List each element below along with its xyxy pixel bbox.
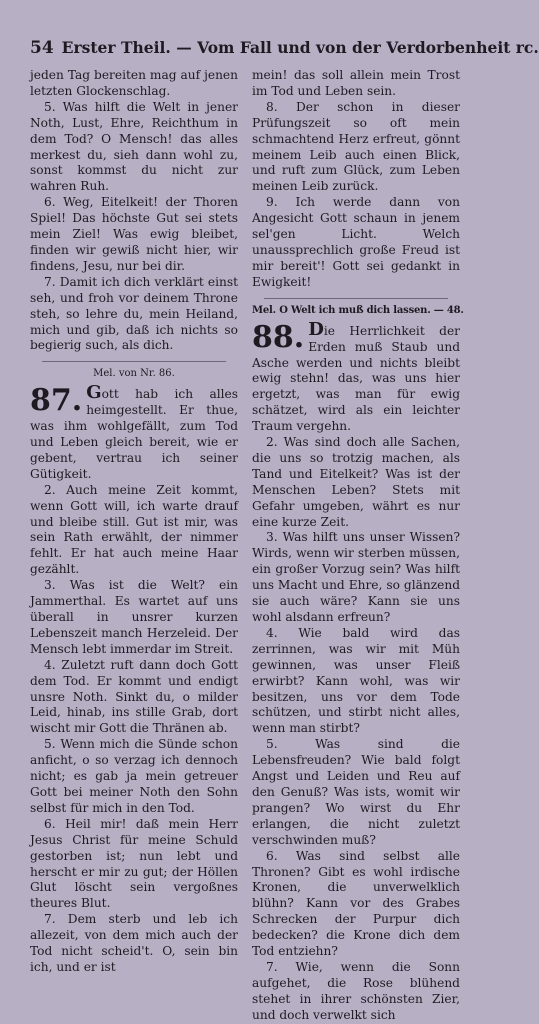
- hymn-88-initial: D: [308, 318, 324, 340]
- continued-verse: jeden Tag bereiten mag auf jenen letzten Glockenschlag.: [30, 68, 238, 98]
- melody-note-87: Mel. von Nr. 86.: [93, 368, 175, 380]
- hymn-87-verse-6: 6. Heil mir! daß mein Herr Jesus Christ für meine Schuld gestorben ist; nun lebt und herscht er mir zu gut; der Höllen Glut löscht sein vergoßnes theures Blut.: [30, 816, 238, 911]
- hymn-88-verse-7: 7. Wie, wenn die Sonn aufgehet, die Rose blühend stehet in ihrer schönsten Zier, und doch verwelkt sich: [252, 959, 460, 1022]
- verse-6: 6. Weg, Eitelkeit! der Thoren Spiel! Das höchste Gut sei stets mein Ziel! Was ewig bleibet, finden wir gewiß nicht hier, wir findens, Jesu, nur bei dir.: [30, 195, 238, 273]
- hymn-divider: [264, 298, 448, 299]
- hymn-87-verse-1: [30, 382, 238, 482]
- hymn-88-verse-1: [252, 318, 460, 435]
- hymn-87-verse-1-text: ott hab ich alles heimgestellt. Er thue, was ihm wohlgefällt, zum Tod und Leben gleich bereit, wie er gebent, vertrau ich seiner Gütigkeit.: [30, 387, 238, 481]
- verse-9: 9. Ich werde dann von Angesicht Gott schaun in jenem sel'gen Licht. Welch unaussprechlich große Freud ist mir bereit'! Gott sei gedankt in Ewigkeit!: [252, 195, 460, 289]
- right-column: [252, 68, 464, 1024]
- hymn-88-verse-5: 5. Was sind die Lebensfreuden? Wie bald folgt Angst und Leiden und Reu auf den Genuß? Was ists, womit wir prangen? Wo wirst du Ehr erlangen, die nicht zuletzt verschwinden muß?: [252, 737, 460, 847]
- hymn-88-verse-3: 3. Was hilft uns unser Wissen? Wirds, wenn wir sterben müssen, ein großer Vorzug sein? Was hilft uns Macht und Ehre, so glänzend sie auch wäre? Kann sie uns wohl alsdann erfreun?: [252, 530, 460, 624]
- hymn-87-initial: G: [86, 382, 102, 404]
- page-number: 54: [30, 38, 54, 58]
- hymn-88-verse-4: 4. Wie bald wird das zerrinnen, was wir mit Müh gewinnen, was unser Fleiß erwirbt? Kann wohl, was wir besitzen, uns vor dem Tode schützen, und stirbt nicht alles, wenn man stirbt?: [252, 625, 460, 736]
- hymn-number-87: 87.: [30, 383, 83, 419]
- hymn-87-verse-5: 5. Wenn mich die Sünde schon anficht, o so verzag ich dennoch nicht; es gab ja mein getreuer Gott bei meiner Noth den Sohn selbst für mich in den Tod.: [30, 737, 238, 815]
- hymn-divider: [42, 361, 226, 362]
- hymn-88-verse-2: 2. Was sind doch alle Sachen, die uns so trotzig machen, als Tand und Eitelkeit? Was ist der Menschen Leben? Stets mit Gefahr umgeben, währt es nur eine kurze Zeit.: [252, 435, 460, 529]
- hymn-87-verse-3: 3. Was ist die Welt? ein Jammerthal. Es wartet auf uns überall in unsrer kurzen Lebenszeit manch Herzeleid. Der Mensch lebt immerdar im Streit.: [30, 578, 238, 656]
- hymn-88-verse-1-text: ie Herrlichkeit der Erden muß Staub und Asche werden und nichts bleibt ewig stehn! das, was uns hier ergetzt, was man für ewig schätzet, wird als ein leichter Traum vergehn.: [252, 323, 460, 434]
- continued-verse: mein! das soll allein mein Trost im Tod und Leben sein.: [252, 68, 460, 98]
- left-column: [30, 68, 238, 976]
- verse-5: 5. Was hilft die Welt in jener Noth, Lust, Ehre, Reichthum in dem Tod? O Mensch! das alles merkest du, sieh dann wohl zu, sonst kommst du nicht zur wahren Ruh.: [30, 99, 238, 194]
- page-header: [30, 38, 539, 60]
- melody-note-88: Mel. O Welt ich muß dich lassen. — 48.: [252, 304, 464, 316]
- hymn-87-verse-4: 4. Zuletzt ruft dann doch Gott dem Tod. Er kommt und endigt unsre Noth. Sinkt du, o milder Leid, hinab, ins stille Grab, dort wischt mir Gott die Thränen ab.: [30, 657, 238, 736]
- hymn-87-verse-2: 2. Auch meine Zeit kommt, wenn Gott will, ich warte drauf und bleibe still. Gut ist mir, was sein Rath erwählt, der nimmer fehlt. Er hat auch meine Haar gezählt.: [30, 482, 238, 577]
- verse-7: 7. Damit ich dich verklärt einst seh, und froh vor deinem Throne steh, so lehre du, mein Heiland, mich und gib, daß ich nichts so begierig such, als dich.: [30, 274, 238, 353]
- hymn-number-88: 88.: [252, 319, 305, 355]
- hymn-88-verse-6: 6. Was sind selbst alle Thronen? Gibt es wohl irdische Kronen, die unverwelklich blühn? Kann vor des Grabes Schrecken der Purpur dich bedecken? die Krone dich dem Tod entziehn?: [252, 848, 460, 959]
- verse-8: 8. Der schon in dieser Prüfungszeit so oft mein schmachtend Herz erfreut, gönnt meinem Leib auch einen Blick, und ruft zum Glück, zum Leben meinen Leib zurück.: [252, 99, 460, 194]
- hymn-87-verse-7: 7. Dem sterb und leb ich allezeit, von dem mich auch der Tod nicht scheid't. O, sein bin ich, und er ist: [30, 912, 238, 974]
- running-title: Erster Theil. — Vom Fall und von der Verdorbenheit rc.: [61, 38, 539, 57]
